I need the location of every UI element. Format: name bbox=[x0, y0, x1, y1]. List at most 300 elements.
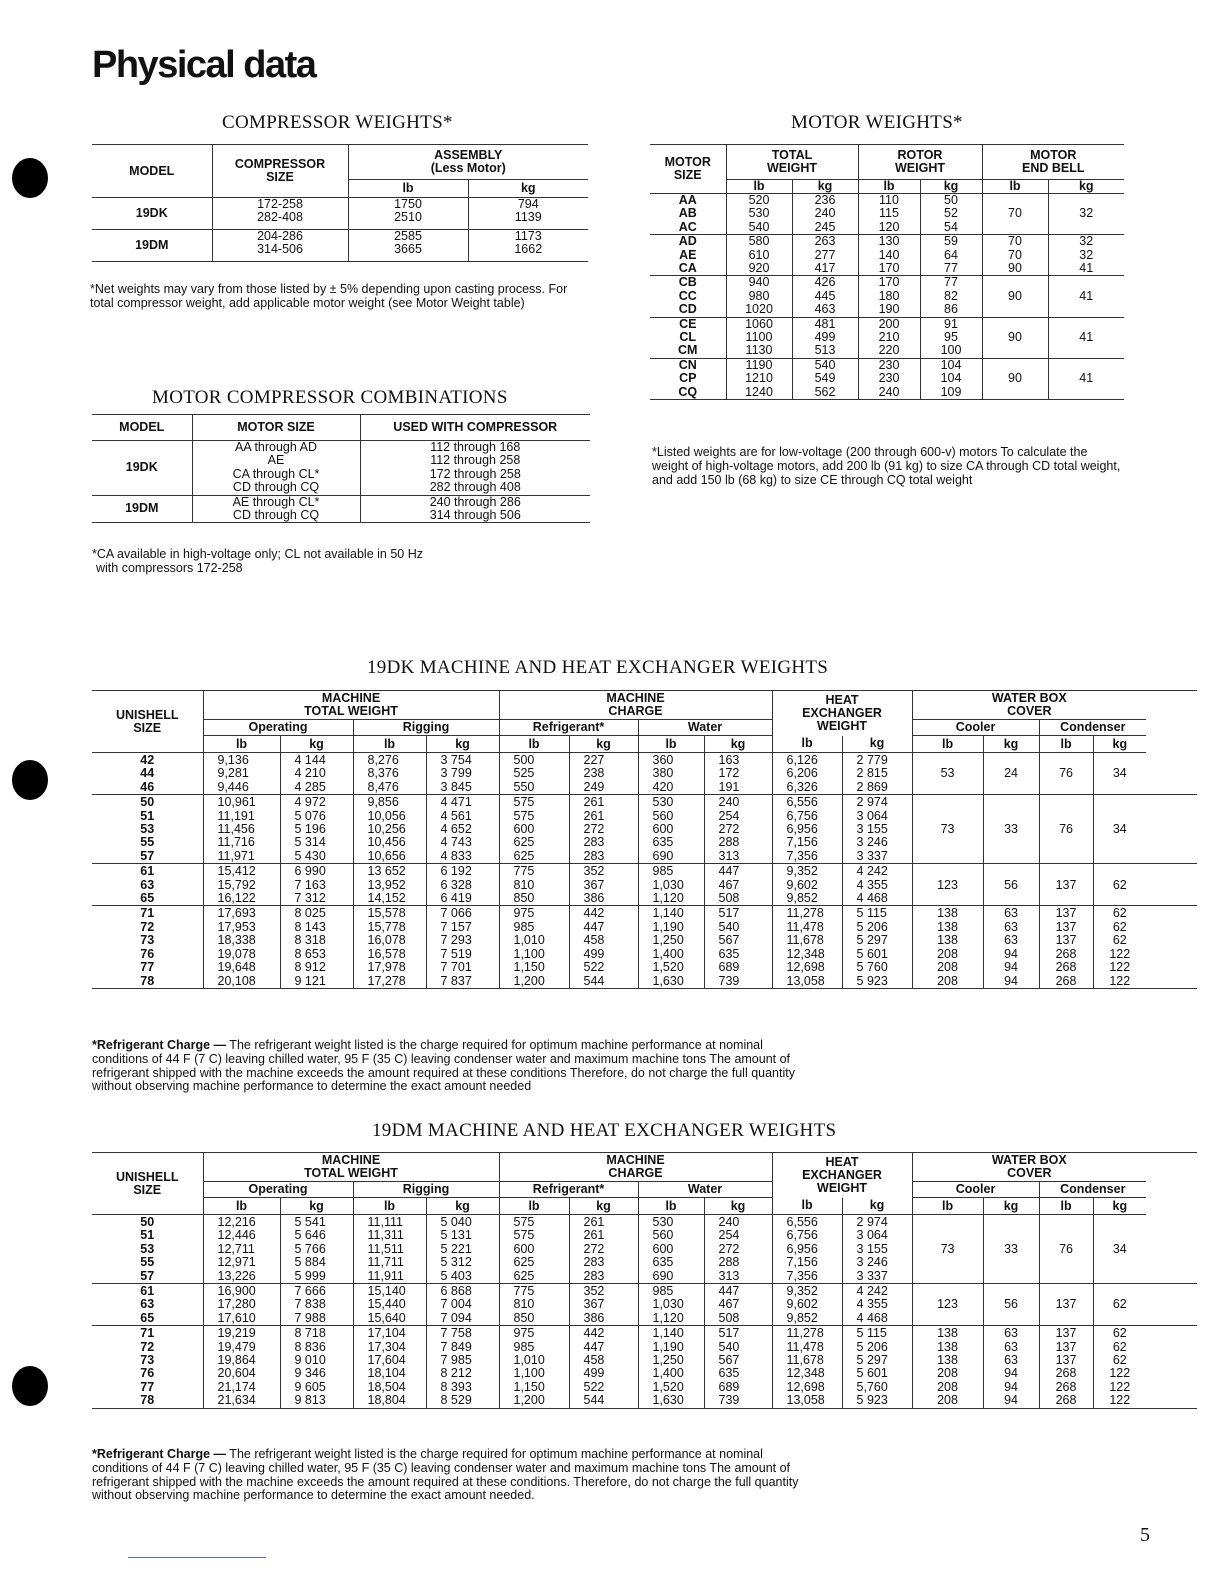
hx-kg-cell bbox=[842, 753, 912, 795]
operating-lb-cell-value: 18,338 bbox=[217, 933, 256, 948]
operating-lb-cell-value: 15,792 bbox=[217, 877, 256, 892]
water-lb-cell bbox=[638, 906, 704, 988]
lb-cell-value: 1750 bbox=[394, 197, 422, 211]
rotor-lb-cell-value: 220 bbox=[878, 343, 900, 358]
motor-size-cell-value: AE through CL* bbox=[232, 494, 320, 509]
water-kg-cell-value: 739 bbox=[718, 973, 740, 988]
water-lb-cell bbox=[638, 795, 704, 864]
col-header-water: Water bbox=[638, 720, 772, 736]
cooler-kg-cell-value: 94 bbox=[1004, 1379, 1018, 1394]
refrigerant-lb-cell-value: 1,100 bbox=[513, 1366, 545, 1381]
col-header-kg: kg bbox=[426, 1198, 499, 1215]
refrigerant-lb-cell-value: 600 bbox=[513, 1241, 535, 1256]
operating-kg-cell-value: 9 813 bbox=[294, 1393, 326, 1408]
binder-hole-bottom bbox=[12, 1366, 48, 1406]
operating-kg-cell-value: 5 884 bbox=[294, 1255, 326, 1270]
table-row bbox=[92, 1326, 1197, 1408]
col-header-machine-total-weight-line: MACHINE bbox=[321, 691, 381, 705]
motor-size-cell-value: CM bbox=[678, 343, 698, 358]
motor-size-cell-value: AE bbox=[267, 453, 285, 468]
motor-size-cell-value: CD through CQ bbox=[232, 480, 320, 495]
col-header-heat-exchanger-weight-line: WEIGHT bbox=[817, 1180, 868, 1195]
water-kg-cell-value: 540 bbox=[718, 1339, 740, 1354]
water-kg-cell-value: 540 bbox=[718, 919, 740, 934]
rigging-kg-cell-value: 7 985 bbox=[440, 1353, 472, 1368]
rigging-kg-cell-value: 7 758 bbox=[440, 1326, 472, 1341]
col-header-kg: kg bbox=[704, 736, 772, 753]
unishell-size-cell bbox=[92, 1215, 203, 1284]
refrigerant-kg-cell-value: 447 bbox=[583, 1339, 605, 1354]
total-lb-cell-value: 920 bbox=[748, 261, 770, 276]
operating-lb-cell-value: 9,136 bbox=[217, 753, 249, 767]
condenser-lb-cell-value: 268 bbox=[1055, 946, 1077, 961]
operating-kg-cell-value: 8 836 bbox=[294, 1339, 326, 1354]
total-kg-cell-value: 562 bbox=[814, 384, 836, 399]
refrigerant-kg-cell-value: 283 bbox=[583, 835, 605, 850]
cooler-lb-cell-value: 73 bbox=[940, 822, 955, 837]
total-kg-cell-value: 540 bbox=[814, 357, 836, 372]
less-motor-label: (Less Motor) bbox=[430, 161, 506, 175]
water-kg-cell-value: 508 bbox=[718, 1310, 740, 1325]
hx-lb-cell-value: 9,352 bbox=[786, 1284, 818, 1299]
total-lb-cell bbox=[726, 276, 792, 317]
cooler-lb-cell-value: 123 bbox=[937, 877, 958, 892]
operating-lb-cell-value: 17,953 bbox=[217, 919, 256, 934]
col-header-kg: kg bbox=[280, 736, 353, 753]
water-kg-cell bbox=[704, 795, 772, 864]
total-lb-cell bbox=[726, 194, 792, 235]
water-kg-cell bbox=[704, 906, 772, 988]
col-header-kg: kg bbox=[983, 736, 1039, 753]
lb-cell-value: 2510 bbox=[394, 210, 422, 225]
combos-table bbox=[92, 414, 590, 523]
cooler-lb-cell bbox=[912, 1284, 983, 1326]
motor-weights-title: MOTOR WEIGHTS* bbox=[791, 112, 963, 133]
condenser-kg-cell-value: 122 bbox=[1109, 1366, 1131, 1381]
col-header-condenser: Condenser bbox=[1039, 1182, 1146, 1198]
col-header-heat-exchanger-weight-line: HEAT bbox=[825, 1154, 859, 1169]
motor-size-cell bbox=[650, 358, 726, 399]
rigging-lb-cell-value: 8,376 bbox=[367, 766, 399, 781]
hx-kg-cell-value: 2 779 bbox=[856, 753, 888, 767]
cooler-lb-cell bbox=[912, 864, 983, 906]
refrigerant-lb-cell bbox=[499, 1326, 569, 1408]
water-kg-cell bbox=[704, 753, 772, 795]
water-lb-cell-value: 1,630 bbox=[652, 973, 684, 988]
rigging-lb-cell-value: 17,978 bbox=[367, 960, 406, 975]
size-cell-value: 204-286 bbox=[257, 229, 303, 243]
motor-size-cell-value: CD through CQ bbox=[232, 508, 320, 523]
hx-lb-cell-value: 7,356 bbox=[786, 1268, 818, 1283]
refrigerant-lb-cell-value: 1,150 bbox=[513, 960, 545, 975]
water-kg-cell bbox=[704, 1326, 772, 1408]
rigging-lb-cell-value: 10,056 bbox=[367, 808, 406, 823]
water-kg-cell-value: 508 bbox=[718, 891, 740, 906]
water-kg-cell bbox=[704, 1215, 772, 1284]
total-lb-cell-value: 530 bbox=[748, 206, 770, 221]
col-header-kg: kg bbox=[280, 1198, 353, 1215]
water-kg-cell-value: 313 bbox=[718, 1268, 740, 1283]
col-header-water-box-cover-line: WATER BOX bbox=[991, 1153, 1067, 1167]
refrigerant-kg-cell-value: 544 bbox=[583, 973, 605, 988]
condenser-kg-cell-value: 62 bbox=[1112, 877, 1127, 892]
hx-lb-cell-value: 11,478 bbox=[786, 1339, 824, 1354]
hx-lb-cell-value: 13,058 bbox=[786, 973, 825, 988]
refrigerant-lb-cell-value: 525 bbox=[513, 766, 535, 781]
col-header-lb: lb bbox=[982, 180, 1048, 194]
unishell-size-cell-value: 42 bbox=[140, 753, 155, 767]
col-header-machine-total-weight-line: MACHINE bbox=[321, 1153, 381, 1167]
operating-lb-cell bbox=[203, 906, 280, 988]
condenser-kg-cell-value: 122 bbox=[1109, 973, 1131, 988]
col-header-cooler: Cooler bbox=[912, 1182, 1039, 1198]
col-header-lb: lb bbox=[772, 1198, 842, 1215]
total-kg-cell-value: 513 bbox=[814, 343, 836, 358]
condenser-kg-cell-value: 62 bbox=[1112, 1339, 1127, 1354]
unishell-size-cell-value: 65 bbox=[140, 891, 155, 906]
rotor-lb-cell-value: 230 bbox=[878, 357, 900, 372]
col-header-assembly bbox=[348, 145, 588, 180]
water-lb-cell-value: 530 bbox=[652, 795, 674, 810]
table-row bbox=[650, 194, 1124, 235]
cooler-kg-cell bbox=[983, 1215, 1039, 1284]
motor-size-cell-value: AA through AD bbox=[234, 440, 317, 454]
rotor-kg-cell-value: 52 bbox=[944, 206, 958, 221]
hx-lb-cell-value: 11,278 bbox=[786, 1326, 824, 1341]
cooler-kg-cell-value: 63 bbox=[1004, 933, 1018, 948]
refrigerant-kg-cell-value: 386 bbox=[583, 891, 605, 906]
condenser-lb-cell bbox=[1039, 1215, 1093, 1284]
condenser-kg-cell-value: 122 bbox=[1109, 1393, 1131, 1408]
total-lb-cell-value: 1190 bbox=[745, 357, 773, 372]
motor-size-cell-value: AA bbox=[678, 193, 697, 207]
unishell-size-cell bbox=[92, 864, 203, 906]
operating-lb-cell-value: 17,610 bbox=[217, 1310, 256, 1325]
cooler-kg-cell bbox=[983, 795, 1039, 864]
table-row bbox=[92, 753, 1197, 795]
hx-kg-cell-value: 4 355 bbox=[856, 1297, 888, 1312]
cooler-lb-cell-value: 208 bbox=[937, 1366, 958, 1381]
rigging-lb-cell-value: 17,104 bbox=[367, 1326, 406, 1341]
operating-kg-cell-value: 8 653 bbox=[294, 946, 326, 961]
operating-kg-cell-value: 8 718 bbox=[294, 1326, 326, 1341]
water-lb-cell-value: 1,190 bbox=[652, 1339, 684, 1354]
refrigerant-lb-cell-value: 575 bbox=[513, 808, 535, 823]
unishell-size-cell-value: 63 bbox=[140, 1297, 155, 1312]
unishell-size-cell-value: 76 bbox=[140, 1366, 155, 1381]
hx-kg-cell-value: 3 064 bbox=[856, 1228, 888, 1243]
condenser-lb-cell-value: 268 bbox=[1055, 1393, 1077, 1408]
col-header-lb: lb bbox=[203, 1198, 280, 1215]
condenser-kg-cell-value: 62 bbox=[1112, 1297, 1127, 1312]
motor-size-cell bbox=[650, 276, 726, 317]
rigging-lb-cell bbox=[353, 864, 426, 906]
rotor-kg-cell-value: 82 bbox=[944, 288, 958, 303]
condenser-kg-cell bbox=[1093, 753, 1146, 795]
col-header-end-bell bbox=[982, 145, 1124, 180]
rigging-kg-cell-value: 7 094 bbox=[440, 1310, 472, 1325]
rigging-lb-cell-value: 15,440 bbox=[367, 1297, 406, 1312]
kg-cell bbox=[468, 230, 588, 262]
rotor-lb-cell-value: 200 bbox=[878, 316, 900, 331]
hx-kg-cell-value: 5 923 bbox=[856, 1393, 888, 1408]
water-lb-cell-value: 1,140 bbox=[652, 906, 684, 921]
table-row bbox=[92, 495, 590, 523]
water-lb-cell-value: 380 bbox=[652, 766, 674, 781]
hx-lb-cell-value: 7,156 bbox=[786, 1255, 818, 1270]
refrigerant-kg-cell bbox=[569, 795, 638, 864]
dk-note-text: The refrigerant weight listed is the charge required for optimum machine performance at nominal conditions of 44 F (7 C) leaving chilled water, 95 F (35 C) leaving condenser water and maximum machine tons The amount of refrigerant shipped with the machine exceeds the amount required at these conditions Therefore, do not charge the full quantity without observing machine performance to determine the exact amount needed bbox=[92, 1038, 795, 1094]
endbell-kg-cell-value: 32 bbox=[1079, 234, 1094, 249]
unishell-size-cell-value: 63 bbox=[140, 877, 155, 892]
rigging-kg-cell-value: 4 652 bbox=[440, 822, 472, 837]
cooler-kg-cell-value: 63 bbox=[1004, 1326, 1018, 1341]
endbell-kg-cell bbox=[1048, 276, 1124, 317]
operating-kg-cell bbox=[280, 906, 353, 988]
hx-kg-cell-value: 5 206 bbox=[856, 919, 888, 934]
refrigerant-lb-cell-value: 625 bbox=[513, 848, 535, 863]
operating-lb-cell-value: 11,971 bbox=[217, 848, 255, 863]
rotor-kg-cell-value: 104 bbox=[940, 357, 962, 372]
water-kg-cell-value: 191 bbox=[718, 779, 740, 794]
rigging-lb-cell-value: 8,276 bbox=[367, 753, 399, 767]
hx-lb-cell bbox=[772, 753, 842, 795]
hx-lb-cell-value: 6,556 bbox=[786, 795, 818, 810]
unishell-size-cell-value: 72 bbox=[140, 919, 155, 934]
condenser-kg-cell-value: 122 bbox=[1109, 960, 1131, 975]
rigging-kg-cell-value: 7 701 bbox=[440, 960, 472, 975]
total-lb-cell-value: 610 bbox=[748, 247, 770, 262]
cooler-lb-cell-value: 73 bbox=[940, 1241, 955, 1256]
refrigerant-lb-cell-value: 625 bbox=[513, 1255, 535, 1270]
rigging-lb-cell-value: 15,578 bbox=[367, 906, 406, 921]
table-row bbox=[650, 276, 1124, 317]
hx-kg-cell-value: 5 115 bbox=[856, 1326, 887, 1341]
cooler-lb-cell-value: 138 bbox=[937, 933, 958, 948]
table-row bbox=[92, 198, 588, 230]
hx-lb-cell bbox=[772, 1215, 842, 1284]
dk-title: 19DK MACHINE AND HEAT EXCHANGER WEIGHTS bbox=[367, 657, 829, 678]
condenser-lb-cell-value: 137 bbox=[1055, 1339, 1077, 1354]
cooler-kg-cell-value: 94 bbox=[1004, 960, 1018, 975]
rigging-lb-cell-value: 16,078 bbox=[367, 933, 406, 948]
refrigerant-kg-cell-value: 522 bbox=[583, 1379, 605, 1394]
unishell-size-cell-value: 65 bbox=[140, 1310, 155, 1325]
rotor-kg-cell-value: 109 bbox=[940, 384, 962, 399]
rigging-lb-cell-value: 18,504 bbox=[367, 1379, 406, 1394]
endbell-lb-cell bbox=[982, 276, 1048, 317]
operating-kg-cell-value: 8 143 bbox=[294, 919, 326, 934]
condenser-kg-cell-value: 62 bbox=[1112, 919, 1127, 934]
refrigerant-kg-cell-value: 442 bbox=[583, 906, 605, 921]
refrigerant-kg-cell-value: 386 bbox=[583, 1310, 605, 1325]
condenser-kg-cell bbox=[1093, 864, 1146, 906]
water-kg-cell-value: 288 bbox=[718, 835, 740, 850]
rotor-lb-cell-value: 110 bbox=[879, 193, 899, 207]
hx-lb-cell-value: 6,956 bbox=[786, 1241, 818, 1256]
motor-weights-table bbox=[650, 144, 1124, 400]
water-kg-cell-value: 517 bbox=[718, 906, 740, 921]
rotor-lb-cell bbox=[858, 317, 920, 358]
hx-kg-cell bbox=[842, 1215, 912, 1284]
col-header-combo-model: MODEL bbox=[92, 415, 192, 441]
operating-lb-cell-value: 19,219 bbox=[217, 1326, 256, 1341]
rotor-lb-cell bbox=[858, 194, 920, 235]
endbell-lb-cell bbox=[982, 317, 1048, 358]
refrigerant-kg-cell-value: 238 bbox=[583, 766, 605, 781]
unishell-size-cell bbox=[92, 906, 203, 988]
dm-note-bold: *Refrigerant Charge — bbox=[92, 1447, 227, 1461]
col-header-model: MODEL bbox=[92, 145, 212, 198]
col-header-kg: kg bbox=[1048, 180, 1124, 194]
operating-kg-cell-value: 9 605 bbox=[294, 1379, 326, 1394]
water-lb-cell bbox=[638, 1284, 704, 1326]
refrigerant-lb-cell-value: 625 bbox=[513, 1268, 535, 1283]
operating-kg-cell-value: 5 076 bbox=[294, 808, 326, 823]
rigging-lb-cell-value: 10,256 bbox=[367, 822, 406, 837]
refrigerant-kg-cell bbox=[569, 1326, 638, 1408]
col-header-unishell-line: SIZE bbox=[133, 1182, 162, 1197]
rigging-lb-cell-value: 16,578 bbox=[367, 946, 406, 961]
hx-kg-cell-value: 4 468 bbox=[856, 1310, 888, 1325]
refrigerant-lb-cell-value: 850 bbox=[513, 1310, 535, 1325]
motor-size-cell-value: CL bbox=[679, 330, 697, 345]
operating-kg-cell-value: 7 838 bbox=[294, 1297, 326, 1312]
water-lb-cell-value: 1,030 bbox=[652, 1297, 684, 1312]
refrigerant-lb-cell-value: 1,150 bbox=[513, 1379, 545, 1394]
operating-lb-cell-value: 12,971 bbox=[217, 1255, 256, 1270]
rigging-lb-cell-value: 9,856 bbox=[367, 795, 399, 810]
rotor-kg-cell-value: 104 bbox=[940, 371, 962, 386]
unishell-size-cell-value: 53 bbox=[140, 1241, 155, 1256]
operating-kg-cell-value: 9 010 bbox=[294, 1353, 326, 1368]
col-header-kg: kg bbox=[842, 736, 912, 753]
refrigerant-kg-cell bbox=[569, 1215, 638, 1284]
hx-lb-cell bbox=[772, 1284, 842, 1326]
water-kg-cell-value: 313 bbox=[718, 848, 740, 863]
rotor-lb-cell-value: 115 bbox=[879, 206, 899, 221]
refrigerant-lb-cell-value: 810 bbox=[513, 877, 535, 892]
endbell-lb-cell-value: 90 bbox=[1008, 371, 1022, 386]
refrigerant-kg-cell-value: 352 bbox=[583, 1284, 605, 1299]
water-lb-cell-value: 1,120 bbox=[652, 891, 684, 906]
unishell-size-cell bbox=[92, 1284, 203, 1326]
operating-lb-cell-value: 16,900 bbox=[217, 1284, 256, 1299]
header-row bbox=[92, 720, 1197, 736]
condenser-kg-cell-value: 62 bbox=[1112, 1353, 1127, 1368]
endbell-kg-cell-value: 32 bbox=[1079, 247, 1094, 262]
operating-kg-cell bbox=[280, 1326, 353, 1408]
col-header-lb: lb bbox=[348, 180, 468, 198]
col-header-unishell-line: UNISHELL bbox=[116, 707, 179, 722]
col-header-compressor-size-text: COMPRESSOR SIZE bbox=[234, 157, 326, 184]
kg-cell-value: 1173 bbox=[514, 229, 542, 243]
hx-kg-cell-value: 4 468 bbox=[856, 891, 888, 906]
used-with-cell bbox=[360, 441, 590, 496]
operating-lb-cell-value: 11,456 bbox=[217, 822, 255, 837]
rigging-kg-cell bbox=[426, 906, 499, 988]
lb-cell-value: 2585 bbox=[394, 229, 422, 243]
operating-kg-cell-value: 8 025 bbox=[294, 906, 326, 921]
unishell-size-cell-value: 55 bbox=[140, 835, 155, 850]
col-header-rigging: Rigging bbox=[353, 1182, 499, 1198]
motor-size-cell-value: AB bbox=[678, 206, 697, 221]
motor-size-cell bbox=[192, 441, 360, 496]
col-header-kg: kg bbox=[983, 1198, 1039, 1215]
refrigerant-kg-cell-value: 499 bbox=[583, 1366, 605, 1381]
motor-size-cell-value: AE bbox=[679, 247, 697, 262]
operating-lb-cell bbox=[203, 795, 280, 864]
unishell-size-cell-value: 50 bbox=[140, 1215, 155, 1229]
total-kg-cell-value: 549 bbox=[814, 371, 836, 386]
total-lb-cell-value: 580 bbox=[748, 234, 770, 249]
cooler-kg-cell-value: 33 bbox=[1004, 1241, 1018, 1256]
water-kg-cell-value: 288 bbox=[718, 1255, 740, 1270]
total-lb-cell-value: 1240 bbox=[745, 384, 773, 399]
endbell-kg-cell-value: 41 bbox=[1079, 371, 1094, 386]
hx-lb-cell-value: 9,602 bbox=[786, 877, 818, 892]
rigging-kg-cell-value: 7 066 bbox=[440, 906, 472, 921]
col-header-kg: kg bbox=[704, 1198, 772, 1215]
rigging-lb-cell-value: 18,104 bbox=[367, 1366, 406, 1381]
refrigerant-kg-cell-value: 352 bbox=[583, 864, 605, 879]
water-kg-cell-value: 635 bbox=[718, 946, 740, 961]
motor-size-cell-value: CQ bbox=[678, 384, 698, 399]
rigging-kg-cell-value: 7 293 bbox=[440, 933, 472, 948]
table-row bbox=[650, 358, 1124, 399]
total-kg-cell-value: 240 bbox=[814, 206, 836, 221]
condenser-lb-cell bbox=[1039, 1326, 1093, 1408]
rigging-lb-cell-value: 14,152 bbox=[367, 891, 406, 906]
col-header-used-with: USED WITH COMPRESSOR bbox=[360, 415, 590, 441]
refrigerant-lb-cell-value: 1,010 bbox=[513, 1353, 545, 1368]
hx-lb-cell-value: 13,058 bbox=[786, 1393, 825, 1408]
cooler-kg-cell bbox=[983, 1284, 1039, 1326]
total-kg-cell bbox=[792, 194, 858, 235]
hx-lb-cell-value: 12,348 bbox=[786, 1366, 825, 1381]
hx-lb-cell-value: 11,278 bbox=[786, 906, 824, 921]
rotor-kg-cell-value: 50 bbox=[944, 193, 958, 207]
water-lb-cell-value: 635 bbox=[652, 1255, 674, 1270]
unishell-size-cell-value: 53 bbox=[140, 822, 155, 837]
unishell-size-cell-value: 44 bbox=[140, 766, 155, 781]
unishell-size-cell-value: 76 bbox=[140, 946, 155, 961]
cooler-kg-cell-value: 63 bbox=[1004, 1339, 1018, 1354]
refrigerant-kg-cell-value: 447 bbox=[583, 919, 605, 934]
col-header-unishell bbox=[92, 691, 203, 753]
combos-note-line2: with compressors 172-258 bbox=[96, 560, 243, 575]
rotor-label: ROTOR bbox=[897, 148, 943, 162]
used-with-cell-value: 112 through 168 bbox=[430, 440, 521, 454]
col-header-motor-size: MOTOR SIZE bbox=[192, 415, 360, 441]
refrigerant-kg-cell-value: 261 bbox=[583, 1215, 605, 1229]
operating-kg-cell bbox=[280, 795, 353, 864]
cooler-lb-cell-value: 138 bbox=[937, 1339, 958, 1354]
endbell-lb-cell-value: 70 bbox=[1008, 247, 1022, 262]
condenser-kg-cell bbox=[1093, 795, 1146, 864]
col-header-operating: Operating bbox=[203, 720, 353, 736]
water-lb-cell-value: 600 bbox=[652, 1241, 674, 1256]
col-header-heat-exchanger-weight bbox=[772, 691, 912, 736]
rigging-lb-cell bbox=[353, 906, 426, 988]
motor-size-cell bbox=[650, 194, 726, 235]
operating-kg-cell-value: 8 318 bbox=[294, 933, 326, 948]
operating-lb-cell bbox=[203, 1284, 280, 1326]
model-cell: 19DM bbox=[92, 230, 212, 262]
hx-kg-cell-value: 2 869 bbox=[856, 779, 888, 794]
cooler-lb-cell-value: 138 bbox=[937, 1353, 958, 1368]
footer-rule bbox=[128, 1557, 266, 1558]
